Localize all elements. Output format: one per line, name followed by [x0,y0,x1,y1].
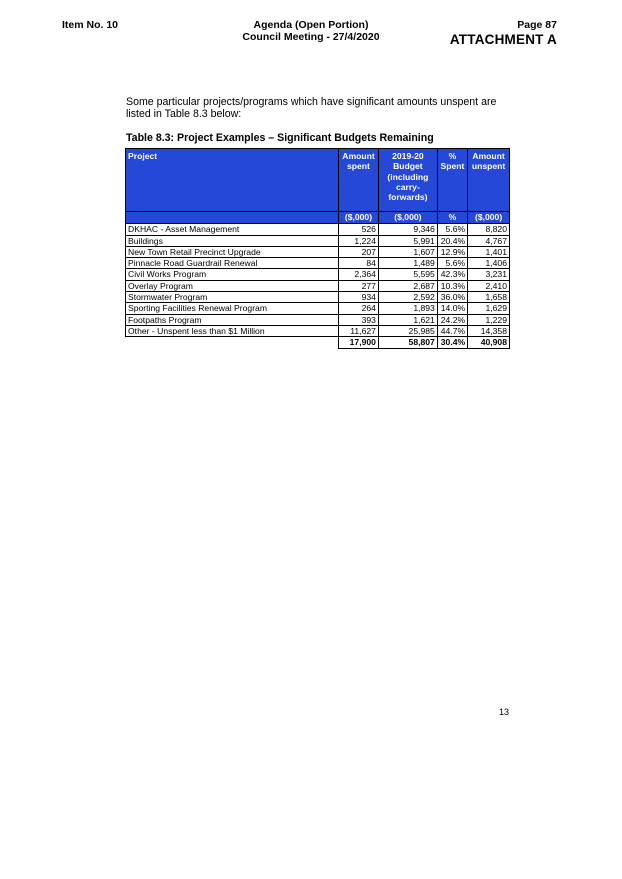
table-row [126,303,510,314]
cell-unspent: 1,629 [468,303,510,314]
cell-unspent: 1,229 [468,314,510,325]
cell-budget: 9,346 [378,224,437,235]
table-row [126,224,510,235]
cell-unspent: 8,820 [468,224,510,235]
cell-project: DKHAC - Asset Management [126,224,339,235]
table-row [126,235,510,246]
cell-spent: 277 [339,280,379,291]
cell-budget: 1,489 [378,258,437,269]
cell-project: Footpaths Program [126,314,339,325]
cell-spent: 2,364 [339,269,379,280]
cell-spent: 11,627 [339,325,379,336]
cell-unspent: 2,410 [468,280,510,291]
unit-project [126,212,339,224]
header-page-number: Page 87 [517,19,557,31]
cell-pct: 44.7% [437,325,467,336]
header-page-info [450,19,557,47]
cell-pct: 5.6% [437,258,467,269]
cell-unspent: 4,767 [468,235,510,246]
header-attachment: ATTACHMENT A [449,32,557,47]
cell-budget: 2,592 [378,292,437,303]
cell-spent: 526 [339,224,379,235]
cell-project: Civil Works Program [126,269,339,280]
cell-total-unspent: 40,908 [468,337,510,348]
page-number-footer: 13 [499,707,510,717]
project-table [125,148,510,349]
unit-amount-unspent: ($,000) [468,212,510,224]
cell-pct: 36.0% [437,292,467,303]
cell-total-label [126,337,339,348]
unit-amount-spent: ($,000) [339,212,379,224]
table-total-row [126,337,510,348]
cell-spent: 1,224 [339,235,379,246]
table-row [126,292,510,303]
header-item-no: Item No. 10 [62,19,119,31]
cell-unspent: 3,231 [468,269,510,280]
cell-pct: 14.0% [437,303,467,314]
intro-paragraph: Some particular projects/programs which have significant amounts unspent are listed in Table 8.3 below: [126,96,497,120]
cell-unspent: 14,358 [468,325,510,336]
cell-budget: 1,893 [378,303,437,314]
cell-unspent: 1,658 [468,292,510,303]
cell-project: Pinnacle Road Guardrail Renewal [126,258,339,269]
cell-unspent: 1,406 [468,258,510,269]
table-row [126,325,510,336]
cell-budget: 5,991 [378,235,437,246]
cell-project: Sporting Facilities Renewal Program [126,303,339,314]
cell-spent: 207 [339,246,379,257]
table-row [126,258,510,269]
table-row [126,280,510,291]
cell-budget: 1,621 [378,314,437,325]
cell-spent: 393 [339,314,379,325]
cell-pct: 5.6% [437,224,467,235]
col-header-pct-spent: % Spent [437,149,467,212]
col-header-amount-unspent: Amount unspent [468,149,510,212]
cell-budget: 2,687 [378,280,437,291]
table-row [126,246,510,257]
cell-spent: 264 [339,303,379,314]
cell-total-spent: 17,900 [339,337,379,348]
cell-pct: 12.9% [437,246,467,257]
cell-budget: 1,607 [378,246,437,257]
cell-pct: 20.4% [437,235,467,246]
unit-pct-spent: % [437,212,467,224]
cell-unspent: 1,401 [468,246,510,257]
col-header-amount-spent: Amount spent [339,149,379,212]
cell-project: Overlay Program [126,280,339,291]
header-agenda-title: Agenda (Open Portion) [253,19,369,31]
cell-project: New Town Retail Precinct Upgrade [126,246,339,257]
cell-budget: 5,595 [378,269,437,280]
cell-project: Other - Unspent less than $1 Million [126,325,339,336]
cell-pct: 24.2% [437,314,467,325]
unit-budget: ($,000) [378,212,437,224]
cell-total-pct: 30.4% [437,337,467,348]
cell-pct: 10.3% [437,280,467,291]
header-meeting-date: Council Meeting - 27/4/2020 [242,31,380,43]
table-caption: Table 8.3: Project Examples – Significant Budgets Remaining [126,132,434,144]
cell-project: Buildings [126,235,339,246]
table-row [126,314,510,325]
cell-budget: 25,985 [378,325,437,336]
cell-spent: 934 [339,292,379,303]
cell-pct: 42.3% [437,269,467,280]
cell-spent: 84 [339,258,379,269]
cell-project: Stormwater Program [126,292,339,303]
col-header-budget: 2019-20 Budget (including carry-forwards) [378,149,437,212]
table-row [126,269,510,280]
cell-total-budget: 58,807 [378,337,437,348]
col-header-project: Project [126,149,339,212]
